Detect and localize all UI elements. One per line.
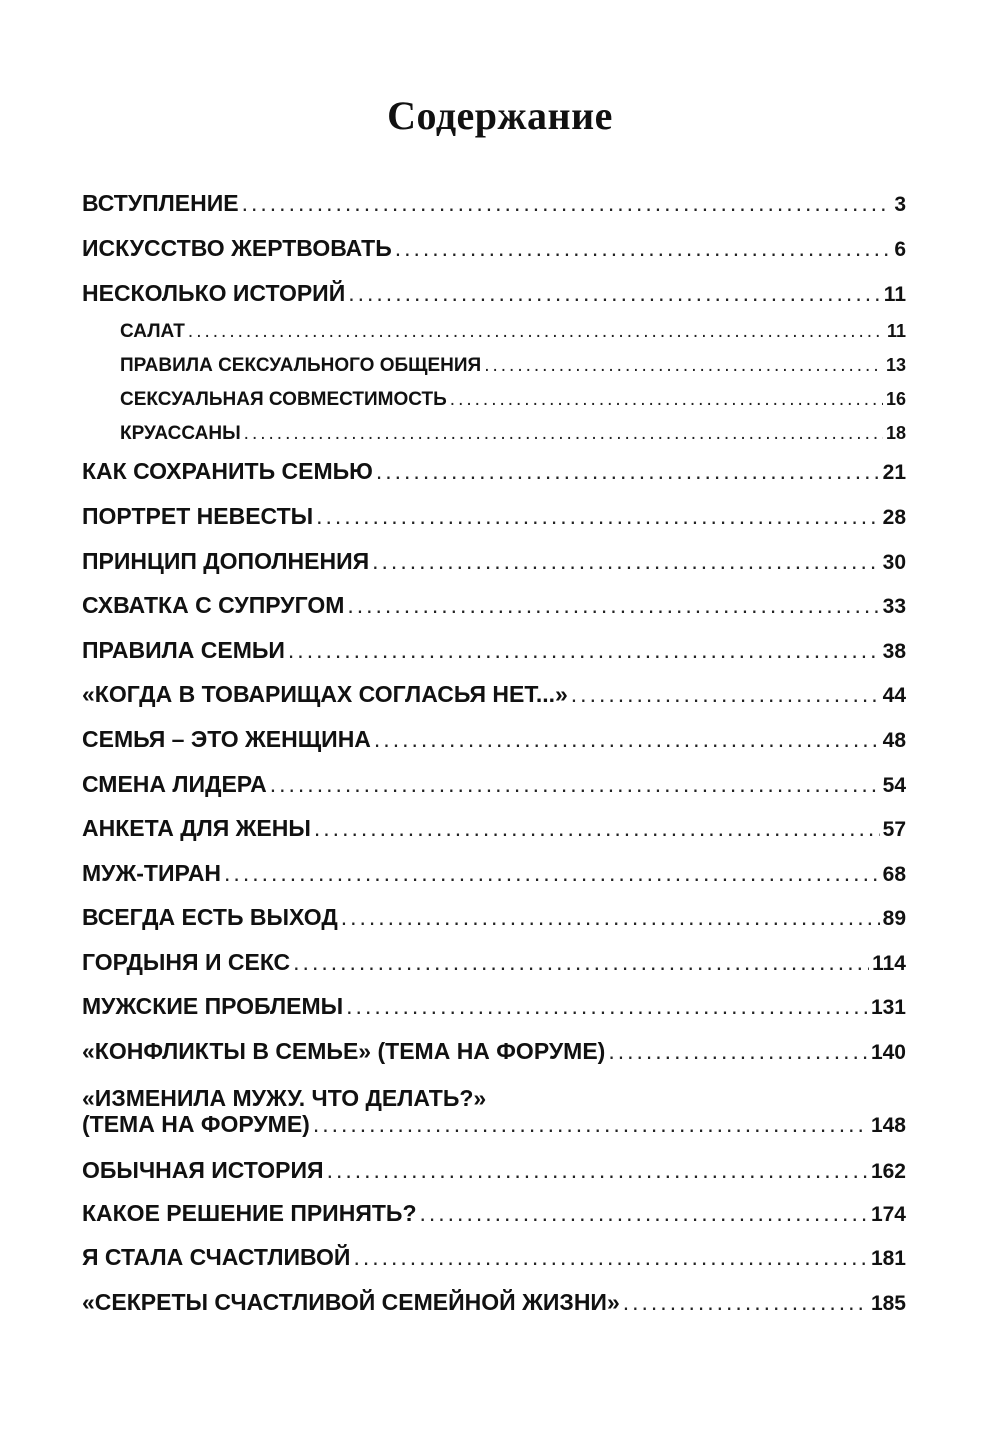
toc-entry-page: 21 (882, 461, 906, 484)
dot-leader (395, 235, 892, 262)
toc-entry[interactable] (82, 1289, 906, 1323)
toc-entry-label: СХВАТКА С СУПРУГОМ (82, 592, 345, 618)
toc-entry-page: 162 (870, 1160, 906, 1183)
dot-leader (224, 860, 880, 887)
toc-entry-page: 16 (885, 389, 906, 409)
toc-entry-label: МУЖ-ТИРАН (82, 860, 222, 886)
toc-entry-page: 181 (870, 1247, 906, 1270)
dot-leader (623, 1289, 868, 1316)
dot-leader (314, 815, 880, 842)
toc-entry-label: «СЕКРЕТЫ СЧАСТЛИВОЙ СЕМЕЙНОЙ ЖИЗНИ» (82, 1289, 620, 1315)
toc-entry-page: 6 (894, 238, 906, 261)
toc-entry-label: НЕСКОЛЬКО ИСТОРИЙ (82, 280, 346, 306)
dot-leader (316, 503, 880, 530)
toc-entry-page: 44 (882, 684, 906, 707)
toc-entry-label: МУЖСКИЕ ПРОБЛЕМЫ (82, 993, 344, 1019)
toc-entry-page: 89 (882, 907, 906, 930)
toc-subentry[interactable] (120, 389, 906, 423)
toc-entry-page: 48 (882, 729, 906, 752)
toc-entry[interactable] (82, 681, 906, 715)
toc-entry[interactable] (82, 503, 906, 537)
toc-entry-label: ПРАВИЛА СЕМЬИ (82, 637, 285, 663)
toc-entry[interactable] (82, 280, 906, 314)
toc-entry-page: 11 (883, 283, 906, 306)
dot-leader (346, 993, 868, 1020)
toc-entry-label: ГОРДЫНЯ И СЕКС (82, 949, 291, 975)
toc-entry-label: ПРАВИЛА СЕКСУАЛЬНОГО ОБЩЕНИЯ (120, 355, 482, 376)
dot-leader (353, 1244, 867, 1271)
dot-leader (420, 1200, 868, 1227)
toc-entry-label: АНКЕТА ДЛЯ ЖЕНЫ (82, 815, 311, 841)
dot-leader (376, 458, 880, 485)
dot-leader (288, 637, 880, 664)
dot-leader (188, 321, 884, 343)
toc-entry-label: СМЕНА ЛИДЕРА (82, 771, 267, 797)
toc-entry[interactable] (82, 548, 906, 582)
dot-leader (270, 771, 880, 798)
toc-subentry[interactable] (120, 355, 906, 389)
toc-entry[interactable] (82, 993, 906, 1027)
toc-entry-page: 30 (882, 551, 906, 574)
toc-entry-label: КРУАССАНЫ (120, 423, 241, 444)
toc-entry[interactable] (82, 1157, 906, 1191)
toc-entry[interactable] (82, 949, 906, 983)
dot-leader (372, 548, 879, 575)
toc-entry-page: 185 (870, 1292, 906, 1315)
dot-leader (244, 423, 883, 445)
toc-entry-page: 13 (885, 355, 906, 375)
toc-entry[interactable] (82, 637, 906, 671)
toc-entry[interactable] (82, 771, 906, 805)
dot-leader (450, 389, 883, 411)
toc-entry[interactable] (82, 1038, 906, 1072)
toc-entry-label: ПРИНЦИП ДОПОЛНЕНИЯ (82, 548, 370, 574)
toc-entry-page: 38 (882, 640, 906, 663)
toc-entry-label-line1[interactable]: «ИЗМЕНИЛА МУЖУ. ЧТО ДЕЛАТЬ?» (82, 1085, 487, 1111)
toc-entry[interactable] (82, 904, 906, 938)
toc-entry-page: 114 (872, 952, 906, 975)
toc-entry-page: 18 (885, 423, 906, 443)
toc-entry-page: 131 (870, 996, 906, 1019)
page-title: Содержание (387, 93, 613, 138)
dot-leader (374, 726, 880, 753)
dot-leader (347, 592, 879, 619)
toc-entry[interactable] (82, 1111, 906, 1145)
toc-subentry[interactable] (120, 423, 906, 457)
dot-leader (484, 355, 883, 377)
toc-entry-label: КАК СОХРАНИТЬ СЕМЬЮ (82, 458, 373, 484)
toc-entry-page: 3 (894, 193, 906, 216)
toc-entry-label: ВСТУПЛЕНИЕ (82, 190, 239, 216)
toc-entry-label: ПОРТРЕТ НЕВЕСТЫ (82, 503, 314, 529)
toc-entry-page: 11 (886, 321, 906, 341)
toc-entry-page: 28 (882, 506, 906, 529)
toc-entry-page: 54 (882, 774, 906, 797)
toc-entry-label: «КОНФЛИКТЫ В СЕМЬЕ» (ТЕМА НА ФОРУМЕ) (82, 1038, 606, 1064)
toc-entry-page: 174 (870, 1203, 906, 1226)
dot-leader (327, 1157, 868, 1184)
toc-entry-label: САЛАТ (120, 321, 185, 342)
toc-entry[interactable] (82, 1200, 906, 1234)
toc-entry-label: СЕКСУАЛЬНАЯ СОВМЕСТИМОСТЬ (120, 389, 447, 410)
toc-subentry[interactable] (120, 321, 906, 355)
dot-leader (348, 280, 881, 307)
toc-entry-page: 68 (882, 863, 906, 886)
toc-entry[interactable] (82, 726, 906, 760)
toc-entry[interactable] (82, 815, 906, 849)
toc-entry-label: СЕМЬЯ – ЭТО ЖЕНЩИНА (82, 726, 371, 752)
dot-leader (571, 681, 880, 708)
toc-entry[interactable] (82, 1244, 906, 1278)
toc-entry-page: 148 (870, 1114, 906, 1137)
toc-entry[interactable] (82, 458, 906, 492)
toc-entry-label: ОБЫЧНАЯ ИСТОРИЯ (82, 1157, 324, 1183)
toc-entry-page: 140 (870, 1041, 906, 1064)
toc-entry-label: «КОГДА В ТОВАРИЩАХ СОГЛАСЬЯ НЕТ...» (82, 681, 568, 707)
dot-leader (313, 1111, 868, 1138)
dot-leader (608, 1038, 868, 1065)
toc-entry-label: ВСЕГДА ЕСТЬ ВЫХОД (82, 904, 338, 930)
toc-entry-label: (ТЕМА НА ФОРУМЕ) (82, 1111, 310, 1137)
toc-entry-label: ИСКУССТВО ЖЕРТВОВАТЬ (82, 235, 392, 261)
toc-entry[interactable] (82, 235, 906, 269)
dot-leader (341, 904, 880, 931)
toc-entry-label: КАКОЕ РЕШЕНИЕ ПРИНЯТЬ? (82, 1200, 417, 1226)
toc-entry-label: Я СТАЛА СЧАСТЛИВОЙ (82, 1244, 351, 1270)
toc-entry[interactable] (82, 592, 906, 626)
toc-entry[interactable] (82, 860, 906, 894)
dot-leader (293, 949, 869, 976)
toc-entry[interactable] (82, 190, 906, 224)
toc-entry-page: 57 (882, 818, 906, 841)
toc-entry-page: 33 (882, 595, 906, 618)
dot-leader (242, 190, 892, 217)
